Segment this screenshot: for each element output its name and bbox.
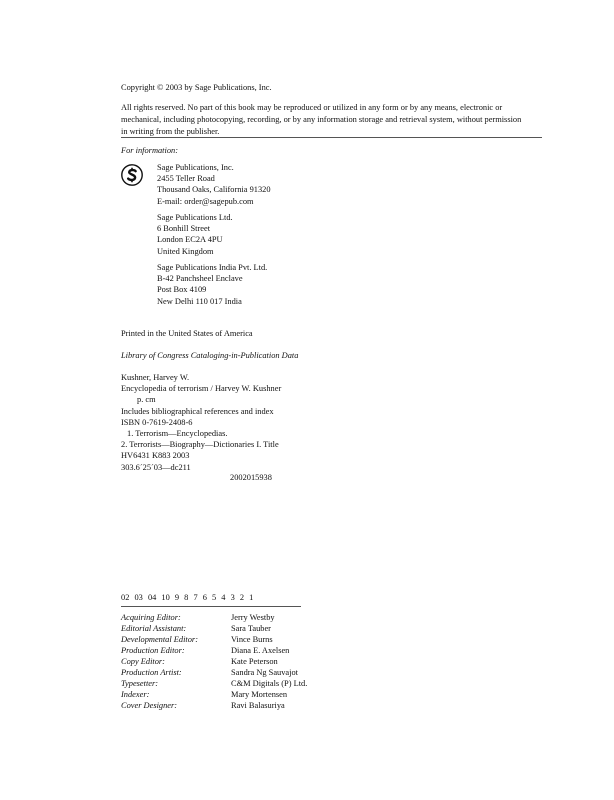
sage-s-logo-icon [121, 164, 143, 186]
credit-row [121, 623, 307, 634]
address-block-uk [157, 212, 233, 257]
credit-name: Sandra Ng Sauvajot [231, 668, 298, 677]
address-email: E-mail: order@sagepub.com [157, 196, 254, 206]
credit-role: Production Artist: [121, 668, 182, 677]
rights-line: All rights reserved. No part of this book may be reproduced or utilized in any form or by any means, electronic or [121, 103, 503, 112]
credit-role: Cover Designer: [121, 701, 178, 710]
cip-line: Kushner, Harvey W. [121, 373, 190, 382]
cip-line: ISBN 0-7619-2408-6 [121, 417, 193, 427]
address-block-us [157, 162, 271, 207]
credit-name: Ravi Balasuriya [231, 701, 285, 710]
copyright-notice: Copyright © 2003 by Sage Publications, Inc. [121, 83, 272, 92]
credit-role: Copy Editor: [121, 657, 165, 666]
address-line: B-42 Panchsheel Enclave [157, 274, 243, 284]
rights-statement [121, 102, 547, 138]
credit-name: Mary Mortensen [231, 690, 288, 699]
address-line: Sage Publications Ltd. [157, 213, 233, 222]
credit-role: Acquiring Editor: [121, 613, 181, 622]
credit-row [121, 667, 307, 678]
credit-row [121, 689, 307, 700]
cip-line: 303.6´25´03—dc211 [121, 462, 191, 472]
for-information-label: For information: [121, 146, 178, 155]
credit-name: Vince Burns [231, 635, 273, 644]
address-line: London EC2A 4PU [157, 235, 223, 245]
cip-line: 2. Terrorists—Biography—Dictionaries I. Title [121, 440, 279, 450]
rights-line: in writing from the publisher. [121, 127, 220, 136]
cip-line: 1. Terrorism—Encyclopedias. [127, 429, 228, 439]
credit-name: Sara Tauber [231, 624, 271, 633]
credit-row [121, 656, 307, 667]
divider [121, 137, 542, 138]
credit-name: C&M Digitals (P) Ltd. [231, 679, 308, 688]
address-line: Sage Publications India Pvt. Ltd. [157, 263, 268, 272]
rights-line: mechanical, including photocopying, recording, or by any information storage and retrieval system, without permission [121, 115, 522, 124]
address-line: Post Box 4109 [157, 285, 207, 295]
cip-title: Library of Congress Cataloging-in-Publication Data [121, 351, 299, 360]
credit-role: Production Editor: [121, 646, 185, 655]
printed-in-statement: Printed in the United States of America [121, 329, 253, 338]
production-credits [121, 612, 307, 711]
address-line: 2455 Teller Road [157, 174, 215, 184]
credit-row [121, 634, 307, 645]
address-line: 6 Bonhill Street [157, 224, 211, 234]
credit-role: Indexer: [121, 690, 150, 699]
cip-line: p. cm [137, 395, 156, 405]
lccn-number: 2002015938 [230, 473, 272, 482]
printing-number-line: 02 03 04 10 9 8 7 6 5 4 3 2 1 [121, 593, 254, 602]
credit-role: Typesetter: [121, 679, 159, 688]
credit-role: Developmental Editor: [121, 635, 198, 644]
credit-row [121, 700, 307, 711]
credit-name: Jerry Westby [231, 613, 275, 622]
cip-line: HV6431 K883 2003 [121, 451, 190, 461]
address-line: United Kingdom [157, 246, 214, 256]
address-line: New Delhi 110 017 India [157, 296, 242, 306]
credit-row [121, 612, 307, 623]
address-block-india [157, 262, 267, 307]
cip-line: Includes bibliographical references and index [121, 406, 274, 416]
cip-line: Encyclopedia of terrorism / Harvey W. Kushner [121, 384, 282, 394]
address-line: Sage Publications, Inc. [157, 163, 234, 172]
credit-row [121, 678, 307, 689]
credit-name: Kate Peterson [231, 657, 278, 666]
credit-name: Diana E. Axelsen [231, 646, 290, 655]
cip-data-block [121, 372, 281, 473]
address-line: Thousand Oaks, California 91320 [157, 185, 271, 195]
credit-row [121, 645, 307, 656]
credit-role: Editorial Assistant: [121, 624, 187, 633]
divider [121, 606, 301, 607]
